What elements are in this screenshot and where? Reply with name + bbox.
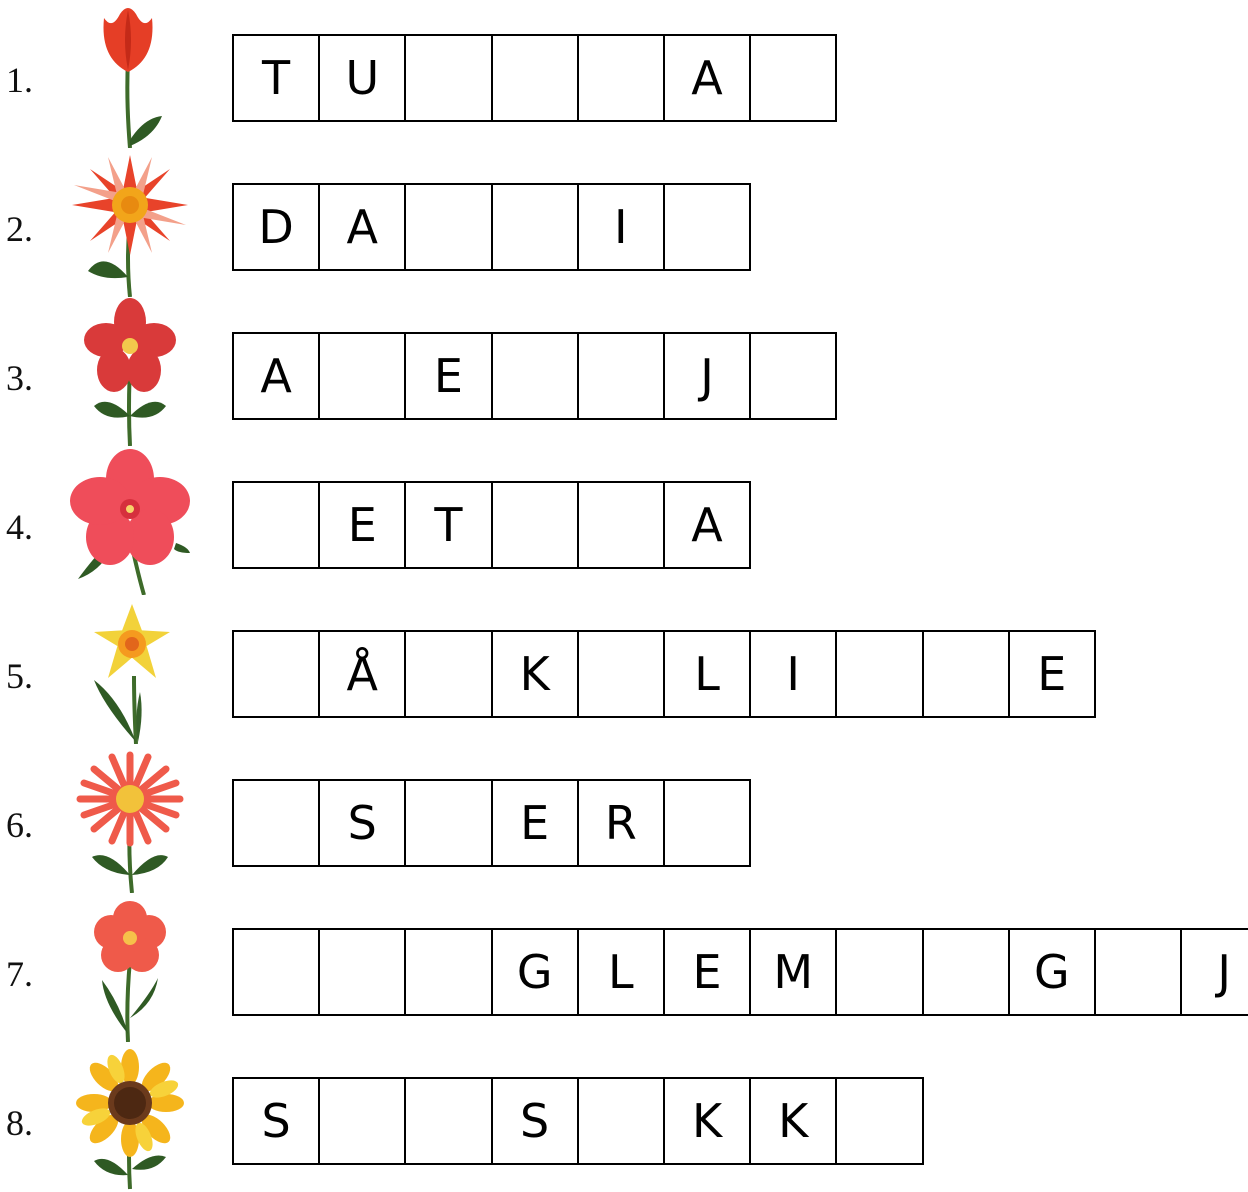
row-number: 3. [6,358,33,398]
letter-box[interactable]: E [491,779,577,867]
letter-box[interactable]: K [491,630,577,718]
letter-box[interactable]: G [491,928,577,1016]
letter-box[interactable]: U [318,34,404,122]
row-number: 8. [6,1103,33,1143]
letter-boxes [232,928,1248,1016]
letter-box[interactable]: Å [318,630,404,718]
letter-box[interactable]: T [232,34,318,122]
letter-box[interactable]: E [404,332,490,420]
letter-box[interactable] [835,1077,923,1165]
row-number: 7. [6,954,33,994]
letter-box[interactable]: M [749,928,835,1016]
letter-box[interactable] [232,928,318,1016]
letter-box[interactable] [577,34,663,122]
letter-box[interactable]: L [663,630,749,718]
letter-box[interactable] [404,928,490,1016]
letter-box[interactable] [577,332,663,420]
letter-box[interactable] [749,332,837,420]
tulip-icon [64,0,196,148]
puzzle-row-6 [0,745,1248,894]
letter-box[interactable]: K [663,1077,749,1165]
puzzle-row-1 [0,0,1248,149]
letter-boxes [232,481,751,569]
letter-box[interactable] [922,928,1008,1016]
letter-box[interactable]: J [663,332,749,420]
letter-box[interactable] [1094,928,1180,1016]
row-number: 1. [6,60,33,100]
letter-box[interactable]: A [318,183,404,271]
letter-box[interactable] [491,481,577,569]
aster-icon [64,745,196,893]
letter-box[interactable]: I [749,630,835,718]
letter-box[interactable]: S [232,1077,318,1165]
letter-box[interactable]: S [491,1077,577,1165]
letter-box[interactable] [835,630,921,718]
letter-boxes [232,183,751,271]
letter-box[interactable] [232,779,318,867]
dahlia-icon [64,149,196,297]
letter-box[interactable] [491,34,577,122]
letter-box[interactable] [663,779,751,867]
puzzle-row-3 [0,298,1248,447]
letter-box[interactable]: D [232,183,318,271]
puzzle-row-4 [0,447,1248,596]
letter-box[interactable] [577,1077,663,1165]
letter-box[interactable] [232,481,318,569]
letter-boxes [232,1077,924,1165]
row-number: 5. [6,656,33,696]
anemone-icon [64,298,196,446]
daffodil-icon [64,596,196,744]
letter-box[interactable]: I [577,183,663,271]
puzzle-row-2 [0,149,1248,298]
letter-boxes [232,34,837,122]
letter-box[interactable] [663,183,751,271]
letter-box[interactable] [404,630,490,718]
letter-box[interactable] [318,1077,404,1165]
letter-boxes [232,779,751,867]
letter-box[interactable] [749,34,837,122]
puzzle-row-7 [0,894,1248,1043]
letter-box[interactable]: K [749,1077,835,1165]
row-number: 2. [6,209,33,249]
petunia-icon [64,447,196,595]
letter-box[interactable]: E [1008,630,1096,718]
letter-box[interactable] [404,779,490,867]
forget-me-not-icon [64,894,196,1042]
letter-box[interactable] [318,928,404,1016]
letter-box[interactable] [318,332,404,420]
letter-box[interactable] [491,183,577,271]
letter-box[interactable]: J [1180,928,1248,1016]
letter-boxes [232,332,837,420]
letter-box[interactable]: R [577,779,663,867]
letter-box[interactable]: E [663,928,749,1016]
letter-box[interactable] [404,183,490,271]
letter-box[interactable] [577,630,663,718]
letter-boxes [232,630,1096,718]
letter-box[interactable] [577,481,663,569]
letter-box[interactable]: E [318,481,404,569]
row-number: 6. [6,805,33,845]
letter-box[interactable]: A [232,332,318,420]
letter-box[interactable]: G [1008,928,1094,1016]
letter-box[interactable] [404,34,490,122]
letter-box[interactable]: A [663,34,749,122]
letter-box[interactable] [922,630,1008,718]
row-number: 4. [6,507,33,547]
letter-box[interactable] [404,1077,490,1165]
letter-box[interactable] [232,630,318,718]
sunflower-icon [64,1043,196,1191]
puzzle-row-5 [0,596,1248,745]
letter-box[interactable]: T [404,481,490,569]
letter-box[interactable] [491,332,577,420]
letter-box[interactable]: A [663,481,751,569]
letter-box[interactable]: L [577,928,663,1016]
letter-box[interactable] [835,928,921,1016]
letter-box[interactable]: S [318,779,404,867]
puzzle-row-8 [0,1043,1248,1192]
